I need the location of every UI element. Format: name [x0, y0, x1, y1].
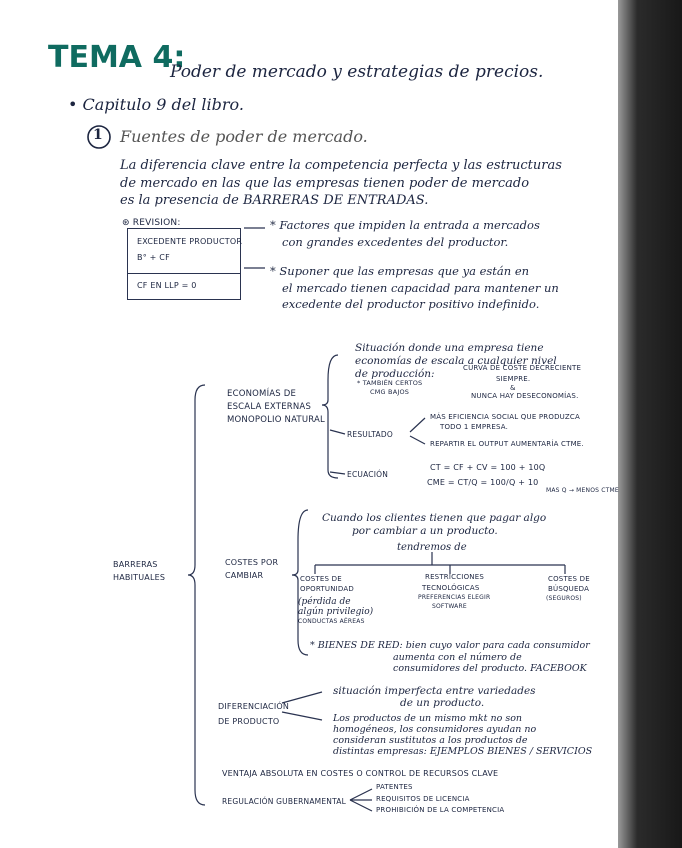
- review-box-bottom: CF EN LLP = 0: [137, 281, 197, 290]
- leaf-restricciones-3: PREFERENCIAS ELEGIR: [418, 594, 491, 601]
- chapter-note: • Capitulo 9 del libro.: [68, 95, 244, 114]
- review-box-line-1: EXCEDENTE PRODUCTOR: [137, 237, 243, 246]
- diferenciacion-item-2-line-4: distintas empresas: EJEMPLOS BIENES / SERVICIOS: [333, 746, 593, 757]
- review-note-2-line-2: el mercado tienen capacidad para mantener un: [282, 281, 559, 295]
- economias-also-1: * TAMBIÉN CERTOS: [357, 379, 423, 387]
- bienes-red-1: * BIENES DE RED: bien cuyo valor para cada consumidor: [310, 640, 590, 651]
- review-note-1-line-2: con grandes excedentes del productor.: [282, 235, 509, 249]
- review-label: ⊛ REVISION:: [122, 218, 181, 228]
- leaf-busqueda-1: COSTES DE: [548, 575, 590, 583]
- bienes-red-3: consumidores del producto. FACEBOOK: [393, 663, 587, 674]
- resultado-2: TODO 1 EMPRESA.: [440, 423, 509, 431]
- resultado-3: REPARTIR EL OUTPUT AUMENTARÍA CTME.: [430, 440, 584, 448]
- costes-tendremos: tendremos de: [397, 542, 467, 553]
- diferenciacion-item-2-line-2: homogéneos, los consumidores ayudan no: [333, 724, 537, 735]
- diferenciacion-item-2-line-1: Los productos de un mismo mkt no son: [333, 713, 523, 724]
- economias-curve-2: SIEMPRE.: [496, 375, 531, 383]
- leaf-restricciones-4: SOFTWARE: [432, 603, 467, 610]
- regulacion-item-2: REQUISITOS DE LICENCIA: [376, 795, 470, 803]
- regulacion-label: REGULACIÓN GUBERNAMENTAL: [222, 797, 347, 806]
- ecuacion-2: CME = CT/Q = 100/Q + 10: [427, 478, 539, 487]
- review-note-2-line-1: * Suponer que las empresas que ya están en: [270, 264, 530, 278]
- intro-line-2: de mercado en las que las empresas tienen poder de mercado: [120, 176, 530, 191]
- resultado-1: MÁS EFICIENCIA SOCIAL QUE PRODUZCA: [430, 413, 580, 421]
- costes-desc-1: Cuando los clientes tienen que pagar algo: [322, 512, 547, 524]
- diferenciacion-item-1-line-2: de un producto.: [400, 697, 485, 709]
- economias-desc-2: economías de escala a cualquier nivel: [355, 355, 557, 367]
- regulacion-item-3: PROHIBICIÓN DE LA COMPETENCIA: [376, 806, 505, 814]
- economias-curve-3: &: [510, 384, 516, 392]
- diferenciacion-item-1-line-1: situación imperfecta entre variedades: [333, 685, 536, 697]
- resultado-label: RESULTADO: [347, 430, 393, 439]
- leaf-oportunidad-5: CONDUCTAS AÉREAS: [298, 618, 365, 625]
- intro-line-3: es la presencia de BARRERAS DE ENTRADAS.: [120, 193, 429, 208]
- review-note-1-line-1: * Factores que impiden la entrada a mercados: [270, 218, 540, 232]
- economias-label: ECONOMÍAS DE ESCALA EXTERNAS MONOPOLIO NATURAL: [227, 389, 325, 425]
- tree-root: BARRERAS HABITUALES: [113, 560, 166, 582]
- economias-also-2: CMG BAJOS: [370, 388, 410, 396]
- leaf-busqueda-2: BÚSQUEDA: [548, 585, 590, 593]
- ecuacion-3: MAS Q → MENOS CTME: [546, 487, 619, 494]
- economias-desc-1: Situación donde una empresa tiene: [355, 342, 544, 354]
- leaf-oportunidad-4: algún privilegio): [298, 607, 374, 617]
- leaf-restricciones-1: RESTRICCIONES: [425, 573, 484, 581]
- diferenciacion-label: DIFERENCIACIÓN DE PRODUCTO: [218, 702, 290, 726]
- costes-label: COSTES POR CAMBIAR: [225, 558, 279, 580]
- page-title: Poder de mercado y estrategias de precios.: [170, 62, 544, 82]
- tema-label: TEMA 4:: [48, 40, 186, 75]
- ecuacion-label: ECUACIÓN: [347, 470, 389, 479]
- intro-line-1: La diferencia clave entre la competencia perfecta y las estructuras: [120, 158, 562, 173]
- review-note-2-line-3: excedente del productor positivo indefinido.: [282, 297, 540, 311]
- ventaja-absoluta: VENTAJA ABSOLUTA EN COSTES O CONTROL DE RECURSOS CLAVE: [222, 769, 499, 778]
- leaf-oportunidad-3: (pérdida de: [298, 597, 351, 607]
- costes-desc-2: por cambiar a un producto.: [352, 525, 498, 537]
- leaf-restricciones-2: TECNOLÓGICAS: [422, 584, 480, 592]
- leaf-busqueda-3: (SEGUROS): [546, 595, 582, 602]
- section-heading: Fuentes de poder de mercado.: [120, 127, 368, 146]
- regulacion-item-1: PATENTES: [376, 783, 413, 791]
- review-box-line-2: B° + CF: [137, 253, 170, 262]
- ecuacion-1: CT = CF + CV = 100 + 10Q: [430, 463, 546, 472]
- section-number: 1: [93, 127, 103, 143]
- economias-desc-3: de producción:: [355, 368, 435, 380]
- leaf-oportunidad-2: OPORTUNIDAD: [300, 585, 354, 593]
- leaf-oportunidad-1: COSTES DE: [300, 575, 342, 583]
- economias-curve-1: CURVA DE COSTE DECRECIENTE: [463, 364, 582, 372]
- economias-curve-4: NUNCA HAY DESECONOMÍAS.: [471, 392, 579, 400]
- diferenciacion-item-2-line-3: consideran sustitutos a los productos de: [333, 735, 528, 746]
- bienes-red-2: aumenta con el número de: [393, 652, 522, 663]
